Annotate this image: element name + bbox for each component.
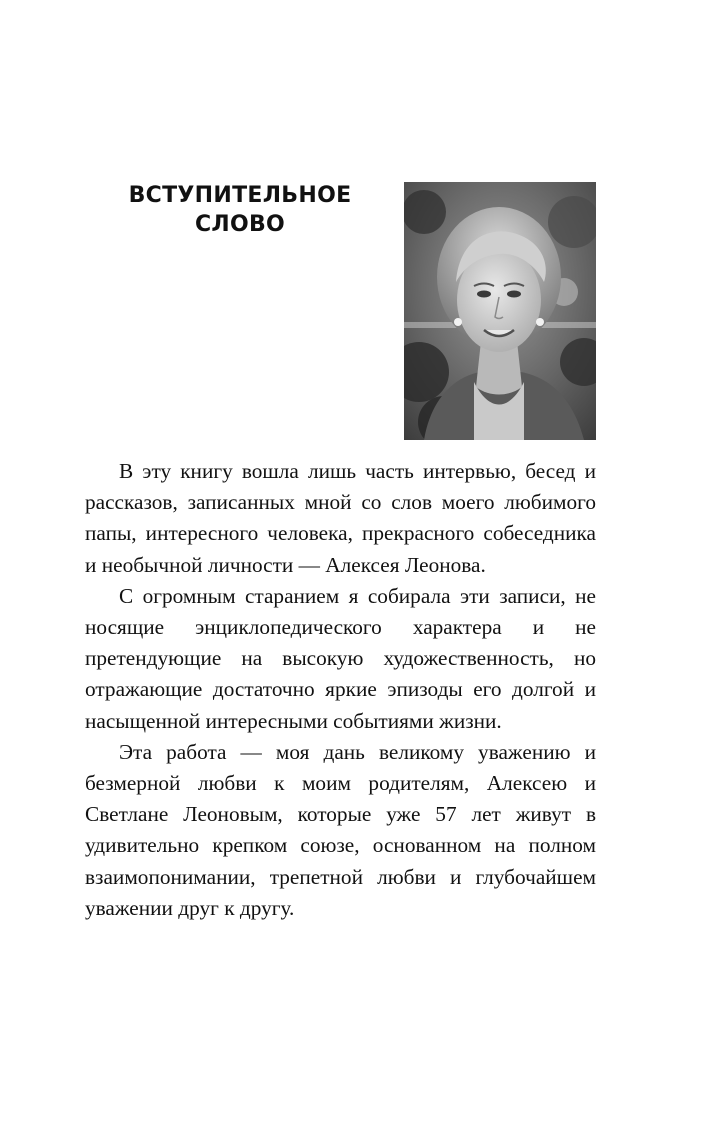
paragraph-1: В эту книгу вошла лишь часть интервью, бесед и рассказов, записанных мной со слов моего любимого папы, интересного человека, прекрасного собеседника и необычной личности — Алексея Леонова. [85,459,596,577]
paragraph-2: С огромным старанием я собирала эти записи, не носящие энциклопедического характера и не претендующие на высокую художественность, но отражающие достаточно яркие эпизоды его долгой и насыщенной интересными событиями жизни. [85,583,596,733]
chapter-heading [122,181,358,239]
chapter-heading-line-1: ВСТУПИТЕЛЬНОЕ [128,183,352,208]
paragraph-3: Эта работа — моя дань великому уважению и безмерной любви к моим родителям, Алексею и Светлане Леоновым, которые уже 57 лет живут в удивительно крепком союзе, основанном на полном взаимопонимании, трепетной любви и глубочайшем уважении друг к другу. [85,739,596,920]
author-portrait-photo [404,182,596,440]
chapter-heading-line-2: СЛОВО [194,212,286,237]
intro-text [85,456,596,924]
